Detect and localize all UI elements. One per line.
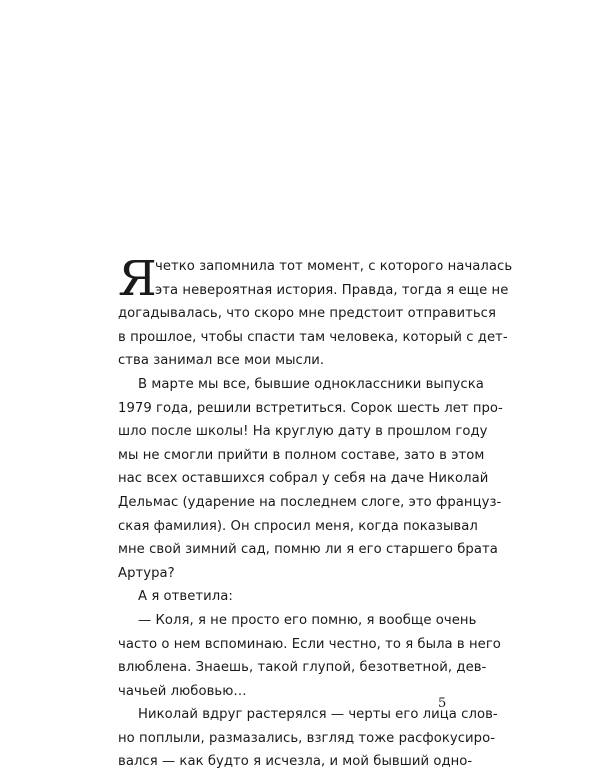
text-line: Николай вдруг растерялся — черты его лица слов- xyxy=(138,707,498,723)
text-line: — Коля, я не просто его помню, я вообще очень xyxy=(138,612,477,628)
text-line: А я ответила: xyxy=(138,589,233,605)
text-block xyxy=(118,251,513,774)
text-line: ская фамилия). Он спросил меня, когда показывал xyxy=(118,518,478,534)
text-line: шло после школы! На круглую дату в прошлом году xyxy=(118,424,488,440)
text-line: догадывалась, что скоро мне предстоит отправиться xyxy=(118,306,496,322)
paragraph-lines xyxy=(118,251,513,774)
text-line: Дельмас (ударение на последнем слоге, это француз- xyxy=(118,494,502,510)
text-line: мы не смогли прийти в полном составе, зато в этом xyxy=(118,447,485,463)
text-line: но поплыли, размазались, взгляд тоже расфокусиро- xyxy=(118,730,496,746)
text-line: чачьей любовью… xyxy=(118,683,247,699)
drop-cap: Я xyxy=(118,251,157,307)
text-line: ства занимал все мои мысли. xyxy=(118,353,325,369)
text-line: четко запомнила тот момент, с которого началась xyxy=(155,259,513,274)
text-line: в прошлое, чтобы спасти там человека, который с дет- xyxy=(118,329,508,345)
text-line: эта невероятная история. Правда, тогда я еще не xyxy=(155,282,509,298)
text-line: часто о нем вспоминаю. Если честно, то я была в него xyxy=(118,636,501,652)
text-line: 1979 года, решили встретиться. Сорок шесть лет про- xyxy=(118,400,503,416)
text-line: мне свой зимний сад, помню ли я его старшего брата xyxy=(118,542,498,558)
text-line: В марте мы все, бывшие одноклассники выпуска xyxy=(138,376,484,392)
text-line: Артура? xyxy=(118,565,175,581)
text-line: вался — как будто я исчезла, и мой бывший одно- xyxy=(118,754,473,770)
page-number: 5 xyxy=(438,696,447,711)
text-line: нас всех оставшихся собрал у себя на даче Николай xyxy=(118,471,489,487)
text-line: влюблена. Знаешь, такой глупой, безответной, дев- xyxy=(118,660,487,676)
